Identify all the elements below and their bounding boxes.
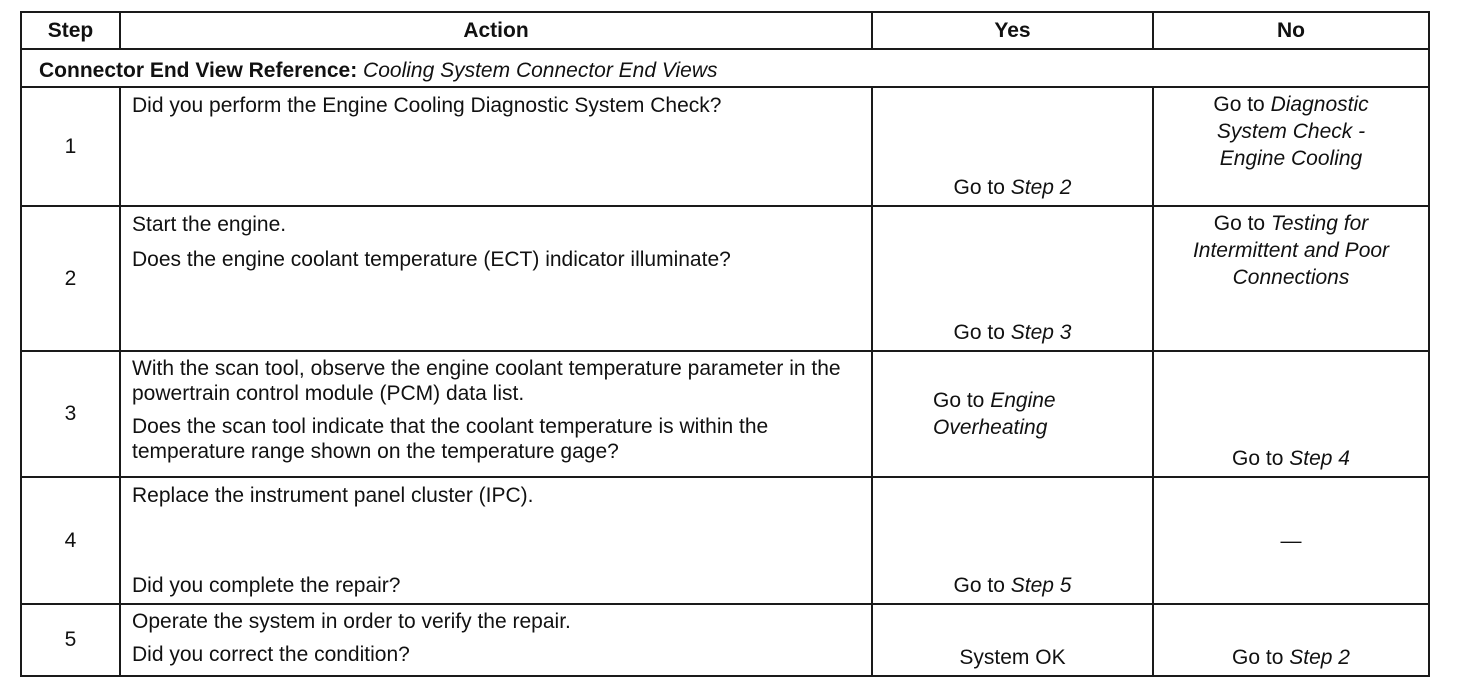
header-step: Step xyxy=(21,12,120,49)
yes-link[interactable]: Step 3 xyxy=(1010,321,1072,344)
action-cell xyxy=(120,351,872,477)
action-text: Did you perform the Engine Cooling Diagnostic System Check? xyxy=(132,94,722,117)
action-text: With the scan tool, observe the engine coolant temperature parameter in the powertrain control module (PCM) data list. xyxy=(132,357,841,405)
yes-cell xyxy=(872,477,1153,604)
step-number: 5 xyxy=(21,604,120,676)
table-row xyxy=(21,604,1429,676)
no-link[interactable]: Testing for Intermittent and Poor Connections xyxy=(1192,212,1390,289)
action-text: Replace the instrument panel cluster (IPC). xyxy=(132,484,534,507)
table-row xyxy=(21,206,1429,351)
action-question: Does the scan tool indicate that the coolant temperature is within the temperature range shown on the temperature gage? xyxy=(132,415,769,463)
yes-result[interactable]: Go to Step 2 xyxy=(953,176,1072,199)
no-result: — xyxy=(1280,529,1302,552)
header-row xyxy=(21,12,1429,49)
step-number: 4 xyxy=(21,477,120,604)
header-action: Action xyxy=(120,12,872,49)
header-no: No xyxy=(1153,12,1429,49)
step-number: 1 xyxy=(21,87,120,206)
reference-value: Cooling System Connector End Views xyxy=(363,59,718,82)
yes-cell xyxy=(872,87,1153,206)
yes-link[interactable]: Step 2 xyxy=(1010,176,1072,199)
yes-link[interactable]: Step 5 xyxy=(1010,574,1072,597)
step-number: 2 xyxy=(21,206,120,351)
action-question: Does the engine coolant temperature (ECT) indicator illuminate? xyxy=(132,248,731,271)
table-row xyxy=(21,351,1429,477)
action-cell xyxy=(120,477,872,604)
yes-result: System OK xyxy=(959,646,1066,669)
action-question: Did you correct the condition? xyxy=(132,643,410,666)
action-text: Operate the system in order to verify the repair. xyxy=(132,610,571,633)
connector-reference xyxy=(21,49,1429,87)
yes-result[interactable]: Go to Step 5 xyxy=(953,574,1072,597)
action-text: Start the engine. xyxy=(132,213,287,236)
yes-cell xyxy=(872,206,1153,351)
no-cell xyxy=(1153,477,1429,604)
no-result[interactable]: Go to Step 4 xyxy=(1232,447,1350,470)
yes-link[interactable]: Engine Overheating xyxy=(933,389,1056,439)
reference-row xyxy=(21,49,1429,87)
no-link[interactable]: Step 4 xyxy=(1289,447,1350,470)
no-result[interactable]: Go to Step 2 xyxy=(1232,646,1350,669)
step-number: 3 xyxy=(21,351,120,477)
action-cell xyxy=(120,604,872,676)
no-cell xyxy=(1153,351,1429,477)
no-result[interactable]: Go to Diagnostic System Check - Engine Cooling xyxy=(1213,93,1369,170)
no-link[interactable]: Diagnostic System Check - Engine Cooling xyxy=(1216,93,1369,170)
yes-cell xyxy=(872,351,1153,477)
no-cell xyxy=(1153,206,1429,351)
no-result[interactable]: Go to Testing for Intermittent and Poor Connections xyxy=(1192,212,1390,289)
no-cell xyxy=(1153,87,1429,206)
yes-cell xyxy=(872,604,1153,676)
reference-label: Connector End View Reference: xyxy=(39,59,358,82)
header-yes: Yes xyxy=(872,12,1153,49)
no-cell xyxy=(1153,604,1429,676)
action-cell xyxy=(120,206,872,351)
no-link[interactable]: Step 2 xyxy=(1289,646,1350,669)
table-row xyxy=(21,87,1429,206)
yes-result[interactable]: Go to Engine Overheating xyxy=(933,389,1056,439)
diagnostic-table xyxy=(20,11,1430,677)
yes-result[interactable]: Go to Step 3 xyxy=(953,321,1072,344)
table-row xyxy=(21,477,1429,604)
action-cell xyxy=(120,87,872,206)
action-question: Did you complete the repair? xyxy=(132,574,401,597)
